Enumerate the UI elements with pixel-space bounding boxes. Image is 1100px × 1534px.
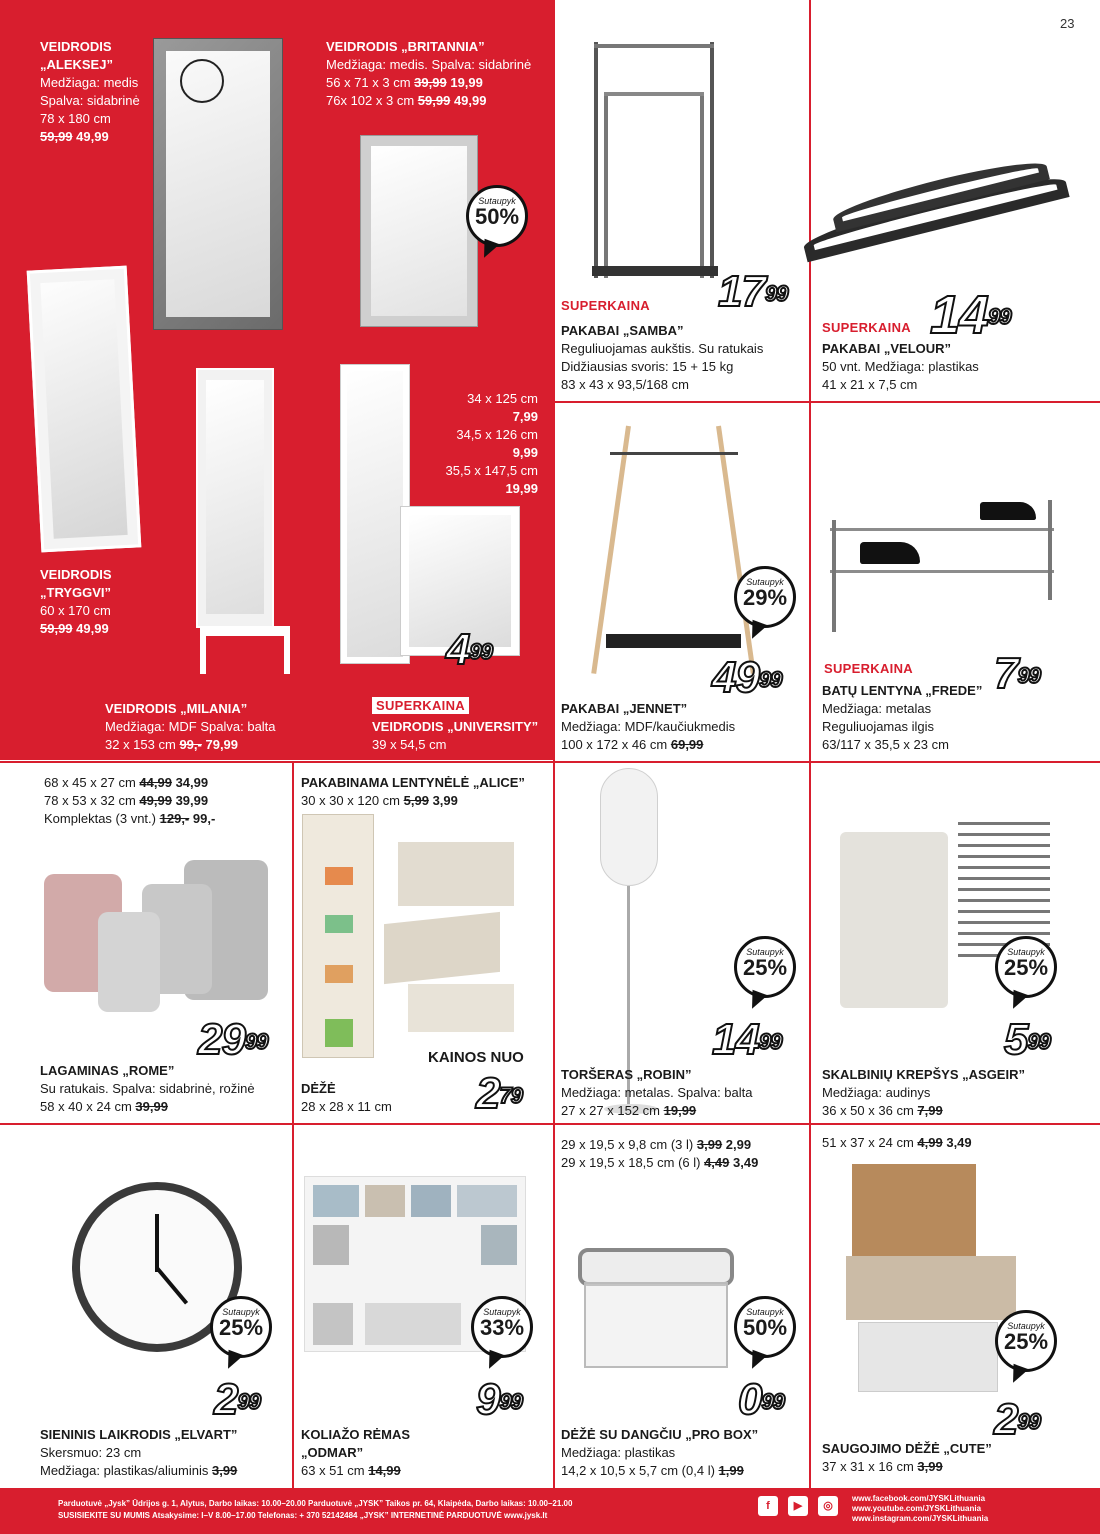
size: 34 x 125 cm	[467, 391, 538, 406]
product-price: 58 x 40 x 24 cm 39,99	[40, 1099, 168, 1114]
social-icons	[758, 1496, 838, 1516]
product-title: VEIDRODIS „MILANIA”	[105, 701, 248, 716]
product-desc: Su ratukais. Spalva: sidabrinė, rožinė	[40, 1081, 255, 1096]
hanging-shelf-alice-image	[302, 814, 374, 1058]
product-material: Medžiaga: plastikas	[561, 1445, 676, 1460]
price-tag: $17^{99}$	[718, 267, 788, 316]
footer	[0, 1488, 1100, 1534]
hangers-velour-image	[790, 140, 1080, 270]
price: 7,99	[512, 409, 538, 424]
clothes-rack-jennet-image	[596, 426, 748, 676]
price-tag: $5^{99}$	[1004, 1015, 1050, 1064]
youtube-link[interactable]: www.youtube.com/JYSKLithuania	[852, 1504, 982, 1513]
product-variant: 29 x 19,5 x 9,8 cm (3 l) 3,99 2,99	[561, 1137, 752, 1152]
discount-badge: Sutaupyk 50%	[466, 185, 528, 247]
instagram-icon[interactable]: ◎	[818, 1496, 838, 1516]
product-color: Spalva: sidabrinė	[40, 93, 140, 108]
product-title: BATŲ LENTYNA „FREDE”	[822, 683, 983, 698]
product-aleksej	[40, 38, 150, 146]
divider	[0, 761, 1100, 763]
product-title: VEIDRODIS „BRITANNIA”	[326, 39, 485, 54]
product-material: Medžiaga: medis. Spalva: sidabrinė	[326, 57, 532, 72]
facebook-link[interactable]: www.facebook.com/JYSKLithuania	[852, 1494, 986, 1503]
product-size: 63/117 x 35,5 x 23 cm	[822, 737, 949, 752]
product-variant: 78 x 53 x 32 cm 49,99 39,99	[44, 793, 209, 808]
product-material: Medžiaga: audinys	[822, 1085, 931, 1100]
product-title: KOLIAŽO RĖMAS	[301, 1427, 411, 1442]
product-title: DĖŽĖ	[301, 1081, 336, 1096]
mirror-stand	[200, 626, 290, 674]
product-variant: 51 x 37 x 24 cm 4,99 3,49	[822, 1135, 972, 1150]
mirror-tryggvi-image	[27, 266, 142, 553]
product-material: Medžiaga: metalas	[822, 701, 932, 716]
product-variant: 29 x 19,5 x 18,5 cm (6 l) 4,49 3,49	[561, 1155, 759, 1170]
storage-boxes-image	[384, 842, 526, 1038]
product-title: VEIDRODIS	[40, 567, 112, 582]
product-cute	[822, 1440, 992, 1476]
superkaina-label: SUPERKAINA	[561, 298, 650, 313]
price: 9,99	[512, 445, 538, 460]
discount-badge: Sutaupyk 25%	[734, 936, 796, 998]
university-sizes	[400, 390, 538, 498]
product-material: Medžiaga: MDF/kaučiukmedis	[561, 719, 736, 734]
discount-badge: Sutaupyk 33%	[471, 1296, 533, 1358]
product-probox-variants	[561, 1136, 758, 1172]
product-title: SIENINIS LAIKRODIS „ELVART”	[40, 1427, 238, 1442]
product-price: 14,2 x 10,5 x 5,7 cm (0,4 l) 1,99	[561, 1463, 744, 1478]
product-size: 41 x 21 x 7,5 cm	[822, 377, 918, 392]
product-size: 60 x 170 cm	[40, 603, 111, 618]
discount-badge: Sutaupyk 50%	[734, 1296, 796, 1358]
youtube-icon[interactable]: ▶	[788, 1496, 808, 1516]
superkaina-label: SUPERKAINA	[824, 661, 913, 676]
product-tryggvi	[40, 566, 112, 638]
product-title: PAKABAI „SAMBA”	[561, 323, 684, 338]
product-price: 36 x 50 x 36 cm 7,99	[822, 1103, 943, 1118]
page-number: 23	[1060, 16, 1075, 31]
product-title: SKALBINIŲ KREPŠYS „ASGEIR”	[822, 1067, 1025, 1082]
product-size: 39 x 54,5 cm	[372, 737, 447, 752]
size: 34,5 x 126 cm	[456, 427, 538, 442]
product-material: Medžiaga: MDF Spalva: balta	[105, 719, 276, 734]
facebook-icon[interactable]: f	[758, 1496, 778, 1516]
price-tag: $2^{79}$	[476, 1069, 522, 1118]
product-price: 30 x 30 x 120 cm 5,99 3,99	[301, 793, 458, 808]
product-title: LAGAMINAS „ROME”	[40, 1063, 175, 1078]
divider	[553, 0, 555, 1488]
price-tag: $4^{99}$	[446, 625, 492, 674]
product-price: 63 x 51 cm 14,99	[301, 1463, 401, 1478]
price-tag: $14^{99}$	[930, 285, 1011, 345]
product-price: 59,99 49,99	[40, 129, 109, 144]
product-size: 83 x 43 x 93,5/168 cm	[561, 377, 689, 392]
product-title: PAKABAI „VELOUR”	[822, 341, 952, 356]
superkaina-label: SUPERKAINA	[372, 697, 469, 714]
product-cute-variant	[822, 1134, 972, 1152]
footer-contact: SUSISIEKITE SU MUMIS Atsakysime: I–V 8.00–17.00 Telefonas: + 370 52142484 „JYSK” INTERNETINĖ PARDUOTUVĖ www.jysk.lt	[58, 1511, 548, 1520]
product-university	[372, 718, 538, 754]
product-price: 27 x 27 x 152 cm 19,99	[561, 1103, 697, 1118]
product-elvart	[40, 1426, 237, 1480]
product-velour	[822, 340, 979, 394]
product-alice	[301, 774, 525, 810]
product-title: DĖŽĖ SU DANGČIU „PRO BOX”	[561, 1427, 759, 1442]
product-britannia	[326, 38, 531, 110]
discount-badge: Sutaupyk 25%	[210, 1296, 272, 1358]
storage-box-probox-image	[568, 1238, 744, 1374]
product-price: 59,99 49,99	[40, 621, 109, 636]
from-price-label: KAINOS NUO	[428, 1049, 524, 1066]
product-title: PAKABINAMA LENTYNĖLĖ „ALICE”	[301, 775, 525, 790]
product-probox	[561, 1426, 758, 1480]
product-material: Medžiaga: metalas. Spalva: balta	[561, 1085, 753, 1100]
product-rome	[40, 1062, 255, 1116]
product-variant: 76x 102 x 3 cm 59,99 49,99	[326, 93, 487, 108]
product-rome-variants	[44, 774, 215, 828]
clothes-rack-samba-image	[590, 42, 720, 282]
product-price: 37 x 31 x 16 cm 3,99	[822, 1459, 943, 1474]
product-desc: Reguliuojamas ilgis	[822, 719, 934, 734]
divider	[553, 401, 1100, 403]
superkaina-label: SUPERKAINA	[822, 320, 911, 335]
product-box	[301, 1080, 392, 1116]
mirror-britannia-image	[360, 135, 478, 327]
price-tag: $2^{99}$	[994, 1395, 1040, 1444]
mirror-aleksej-image	[153, 38, 283, 330]
product-frede	[822, 682, 982, 754]
size: 35,5 x 147,5 cm	[445, 463, 538, 478]
product-asgeir	[822, 1066, 1025, 1120]
product-title: „TRYGGVI”	[40, 585, 112, 600]
price-tag: $14^{99}$	[712, 1015, 782, 1064]
price-tag: $9^{99}$	[476, 1375, 522, 1424]
divider	[292, 762, 294, 1488]
social-links	[852, 1494, 988, 1524]
product-desc: Reguliuojamas aukštis. Su ratukais	[561, 341, 764, 356]
product-title: „ODMAR”	[301, 1445, 364, 1460]
discount-badge: Sutaupyk 25%	[995, 936, 1057, 998]
product-variant: 56 x 71 x 3 cm 39,99 19,99	[326, 75, 483, 90]
product-price: 100 x 172 x 46 cm 69,99	[561, 737, 704, 752]
product-variant: Komplektas (3 vnt.) 129,- 99,-	[44, 811, 216, 826]
shoe-rack-frede-image	[830, 500, 1056, 632]
product-robin	[561, 1066, 753, 1120]
divider	[0, 1123, 1100, 1125]
product-title: VEIDRODIS „UNIVERSITY”	[372, 719, 539, 734]
discount-badge: Sutaupyk 25%	[995, 1310, 1057, 1372]
product-price: 32 x 153 cm 99,- 79,99	[105, 737, 239, 752]
discount-badge: Sutaupyk 29%	[734, 566, 796, 628]
price-tag: $29^{99}$	[198, 1015, 268, 1064]
storage-boxes-cute-image	[846, 1164, 1022, 1396]
product-samba	[561, 322, 763, 394]
price-tag: $49^{99}$	[712, 653, 782, 702]
product-size: 28 x 28 x 11 cm	[301, 1099, 392, 1114]
product-variant: 68 x 45 x 27 cm 44,99 34,99	[44, 775, 209, 790]
mirror-milania-image	[196, 368, 274, 628]
product-title: SAUGOJIMO DĖŽĖ „CUTE”	[822, 1441, 992, 1456]
product-odmar	[301, 1426, 410, 1480]
product-desc: 50 vnt. Medžiaga: plastikas	[822, 359, 979, 374]
price-tag: $0^{99}$	[738, 1375, 784, 1424]
footer-stores: Parduotuvė „Jysk” Ūdrijos g. 1, Alytus, Darbo laikas: 10.00–20.00 Parduotuvė „JYSK” Taikos pr. 64, Klaipėda, Darbo laikas: 10.00–21.00	[58, 1499, 573, 1508]
product-size: Skersmuo: 23 cm	[40, 1445, 142, 1460]
product-title: TORŠERAS „ROBIN”	[561, 1067, 692, 1082]
instagram-link[interactable]: www.instagram.com/JYSKLithuania	[852, 1514, 989, 1523]
product-title: VEIDRODIS „ALEKSEJ”	[40, 39, 113, 72]
product-jennet	[561, 700, 735, 754]
suitcases-rome-image	[44, 846, 274, 1016]
product-price: Medžiaga: plastikas/aliuminis 3,99	[40, 1463, 238, 1478]
price: 19,99	[505, 481, 538, 496]
product-milania	[105, 700, 276, 754]
price-tag: $2^{99}$	[214, 1375, 260, 1424]
price-tag: $7^{99}$	[994, 649, 1040, 698]
product-desc: Didžiausias svoris: 15 + 15 kg	[561, 359, 734, 374]
product-size: 78 x 180 cm	[40, 111, 111, 126]
product-material: Medžiaga: medis	[40, 75, 139, 90]
product-title: PAKABAI „JENNET”	[561, 701, 688, 716]
